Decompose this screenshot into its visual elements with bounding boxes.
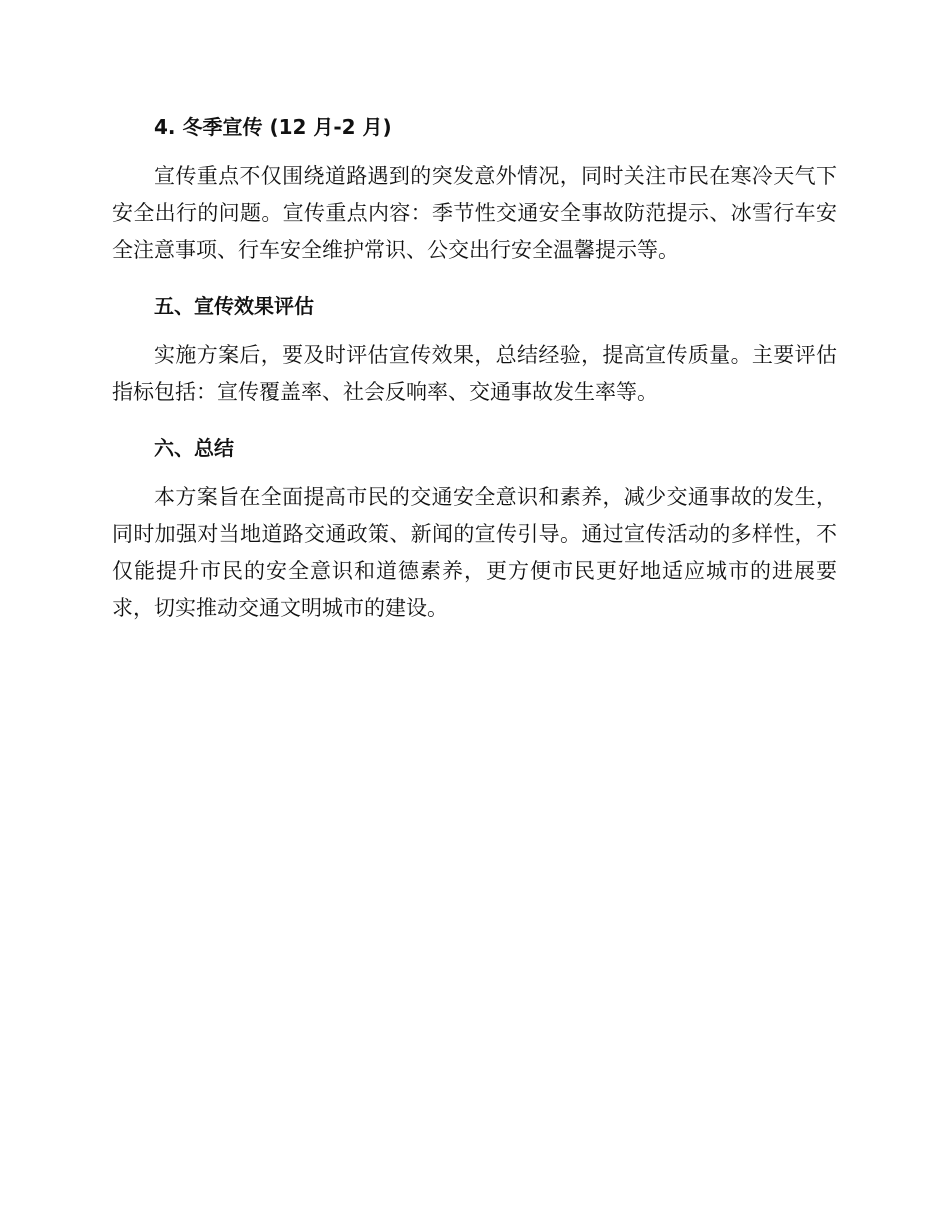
section-paragraph-winter-campaign: 宣传重点不仅围绕道路遇到的突发意外情况，同时关注市民在寒冷天气下安全出行的问题。宣传重点内容：季节性交通安全事故防范提示、冰雪行车安全注意事项、行车安全维护常识、公交出行安全温馨提示等。 [112, 164, 837, 262]
section-heading-effect-evaluation: 五、宣传效果评估 [154, 294, 314, 318]
section-paragraph-summary: 本方案旨在全面提高市民的交通安全意识和素养，减少交通事故的发生，同时加强对当地道路交通政策、新闻的宣传引导。通过宣传活动的多样性，不仅能提升市民的安全意识和道德素养，更方便市民更好地适应城市的进展要求，切实推动交通文明城市的建设。 [112, 485, 837, 620]
section-heading-summary: 六、总结 [154, 436, 234, 460]
section-heading-winter-campaign: 4. 冬季宣传 (12 月-2 月) [154, 115, 392, 139]
section-paragraph-effect-evaluation: 实施方案后，要及时评估宣传效果，总结经验，提高宣传质量。主要评估指标包括：宣传覆盖率、社会反响率、交通事故发生率等。 [112, 343, 837, 404]
document-body [112, 107, 837, 644]
